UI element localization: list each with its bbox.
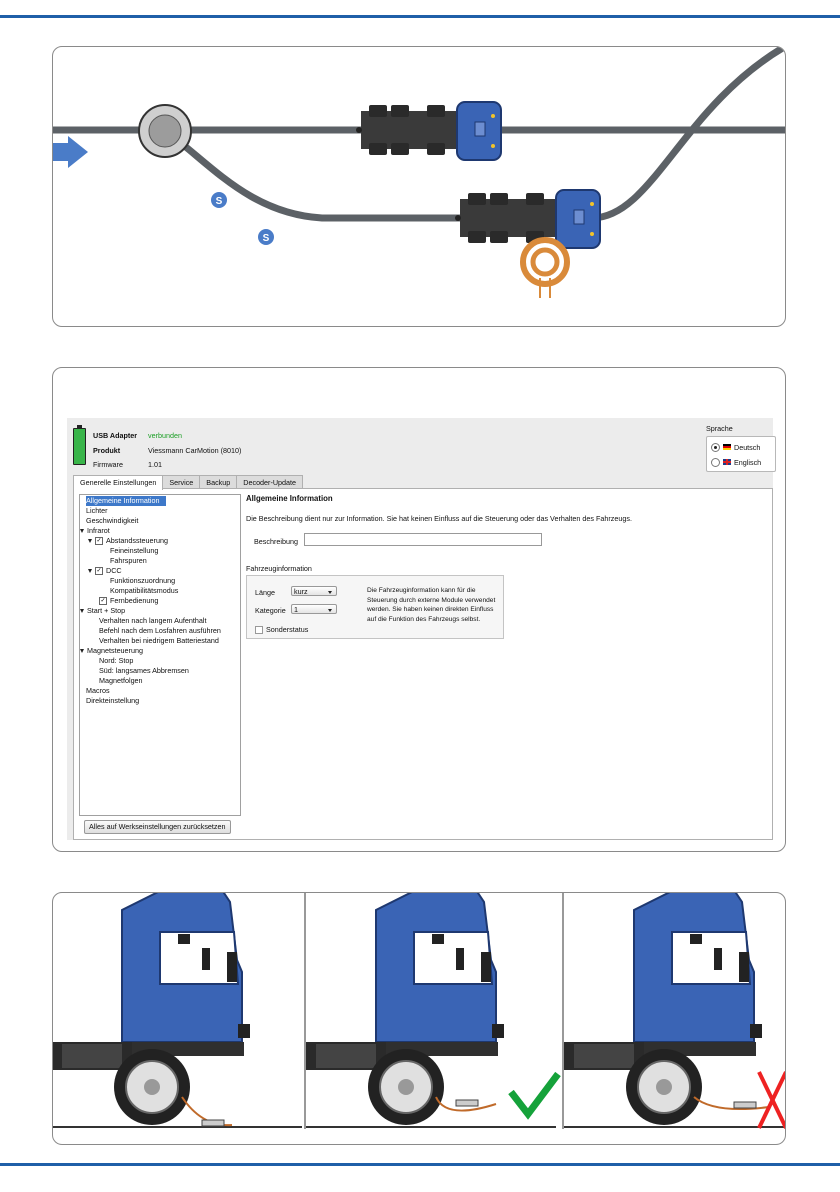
tree-item-verhalten-batterie[interactable]: Verhalten bei niedrigem Batteriestand <box>99 636 219 645</box>
tab-decoder-update[interactable]: Decoder-Update <box>236 475 303 489</box>
tree-item-sued-abbremsen[interactable]: Süd: langsames Abbremsen <box>99 666 189 675</box>
checkbox-icon[interactable] <box>255 626 263 634</box>
category-label: Kategorie <box>255 606 286 615</box>
section-title: Allgemeine Information <box>246 494 333 503</box>
truck-side-views <box>52 892 786 1145</box>
tree-item-geschwindigkeit[interactable]: Geschwindigkeit <box>86 516 139 525</box>
tree-item-magnetsteuerung[interactable]: Magnetsteuerung <box>80 646 143 656</box>
tree-item-verhalten-aufenthalt[interactable]: Verhalten nach langem Aufenthalt <box>99 616 207 625</box>
device-info <box>93 429 241 473</box>
tree-item-kompatibilitaetsmodus[interactable]: Kompatibilitätsmodus <box>110 586 179 595</box>
language-title: Sprache <box>706 424 733 433</box>
truck-side-view-2 <box>306 892 558 1127</box>
description-text: Die Beschreibung dient nur zur Information. Sie hat keinen Einfluss auf die Steuerung oder das Verhalten des Fahrzeugs. <box>246 514 632 523</box>
tree-item-start-stop[interactable]: Start + Stop <box>80 606 125 616</box>
checkbox-icon[interactable]: ✓ <box>96 538 102 544</box>
expand-arrow-icon[interactable] <box>80 649 84 653</box>
tree-item-direkteinstellung[interactable]: Direkteinstellung <box>86 696 140 705</box>
product-value: Viessmann CarMotion (8010) <box>148 445 242 455</box>
tree-item-nord-stop[interactable]: Nord: Stop <box>99 656 134 665</box>
special-status-label: Sonderstatus <box>266 625 309 634</box>
bottom-accent-rule <box>0 1163 840 1166</box>
firmware-value: 1.01 <box>148 460 162 469</box>
category-select[interactable]: 1 <box>291 604 337 614</box>
general-info-pane <box>246 489 766 829</box>
tree-item-infrarot[interactable]: Infrarot <box>80 526 110 536</box>
expand-arrow-icon[interactable] <box>88 569 92 573</box>
description-label: Beschreibung <box>254 537 298 546</box>
software-screenshot-panel <box>52 367 786 852</box>
language-group <box>706 436 776 472</box>
tree-item-dcc[interactable]: ✓ DCC <box>88 566 122 576</box>
tree-item-fernbedienung[interactable]: ✓ Fernbedienung <box>100 596 159 605</box>
truck-side-view-panel <box>52 892 786 1145</box>
firmware-label: Firmware <box>93 460 123 469</box>
tab-service[interactable]: Service <box>162 475 200 489</box>
tree-item-fahrspuren[interactable]: Fahrspuren <box>110 556 147 565</box>
truck-side-view-1 <box>52 892 302 1127</box>
tab-backup[interactable]: Backup <box>199 475 237 489</box>
direction-arrow-icon <box>52 136 88 168</box>
radio-icon[interactable] <box>711 458 720 467</box>
sensor-s-icon-2 <box>258 229 274 245</box>
switch-coil-icon <box>139 105 191 157</box>
coil-icon <box>523 240 567 298</box>
tab-generelle-einstellungen[interactable]: Generelle Einstellungen <box>73 475 163 490</box>
battery-icon <box>73 428 86 465</box>
expand-arrow-icon[interactable] <box>80 609 84 613</box>
tree-item-magnetfolgen[interactable]: Magnetfolgen <box>99 676 143 685</box>
vehicle-info-title: Fahrzeuginformation <box>246 564 312 573</box>
language-label: Englisch <box>734 457 762 467</box>
checkbox-icon[interactable]: ✓ <box>96 568 102 574</box>
uk-flag-icon <box>723 459 731 465</box>
language-option-englisch[interactable] <box>711 456 761 468</box>
config-window <box>67 418 773 840</box>
length-select[interactable]: kurz <box>291 586 337 596</box>
german-flag-icon <box>723 444 731 450</box>
svg-text:S: S <box>262 233 270 244</box>
top-accent-rule <box>0 15 840 18</box>
dropdown-arrow-icon <box>328 609 332 612</box>
tree-item-allgemeine-information[interactable]: Allgemeine Information <box>86 496 166 506</box>
tab-content <box>73 488 773 840</box>
truck-top-view-1 <box>356 102 501 160</box>
length-label: Länge <box>255 588 275 597</box>
tree-item-funktionszuordnung[interactable]: Funktionszuordnung <box>110 576 176 585</box>
expand-arrow-icon[interactable] <box>88 539 92 543</box>
tree-item-macros[interactable]: Macros <box>86 686 110 695</box>
sensor-s-icon-1 <box>211 192 227 208</box>
reset-factory-button[interactable]: Alles auf Werkseinstellungen zurücksetzen <box>84 820 231 834</box>
description-input[interactable] <box>304 533 542 546</box>
tree-item-abstandssteuerung[interactable]: ✓ Abstandssteuerung <box>88 536 168 546</box>
track-diagram <box>52 46 786 327</box>
track-diagram-panel <box>52 46 786 327</box>
truck-side-view-3 <box>564 892 786 1128</box>
language-label: Deutsch <box>734 442 761 452</box>
vehicle-info-group <box>246 575 504 639</box>
check-mark-icon <box>511 1074 558 1114</box>
radio-icon[interactable] <box>711 443 720 452</box>
settings-tree <box>79 494 241 816</box>
vehicle-info-note: Die Fahrzeuginformation kann für die Steuerung durch externe Module verwendet werden. Sie haben keinen direkten Einfluss auf die Funktion des Fahrzeugs selbst. <box>367 587 496 623</box>
usb-label: USB Adapter <box>93 431 138 440</box>
expand-arrow-icon[interactable] <box>80 529 84 533</box>
tree-item-lichter[interactable]: Lichter <box>86 506 108 515</box>
product-label: Produkt <box>93 445 121 455</box>
cross-mark-icon <box>759 1072 786 1128</box>
svg-text:S: S <box>215 196 223 207</box>
dropdown-arrow-icon <box>328 591 332 594</box>
tree-item-feineinstellung[interactable]: Feineinstellung <box>110 546 159 555</box>
tree-item-befehl-losfahren[interactable]: Befehl nach dem Losfahren ausführen <box>99 626 221 635</box>
special-status-checkbox[interactable] <box>255 625 308 634</box>
language-option-deutsch[interactable] <box>711 441 760 453</box>
usb-status: verbunden <box>148 431 182 440</box>
truck-top-view-2 <box>455 190 600 248</box>
checkbox-icon[interactable]: ✓ <box>100 598 106 604</box>
